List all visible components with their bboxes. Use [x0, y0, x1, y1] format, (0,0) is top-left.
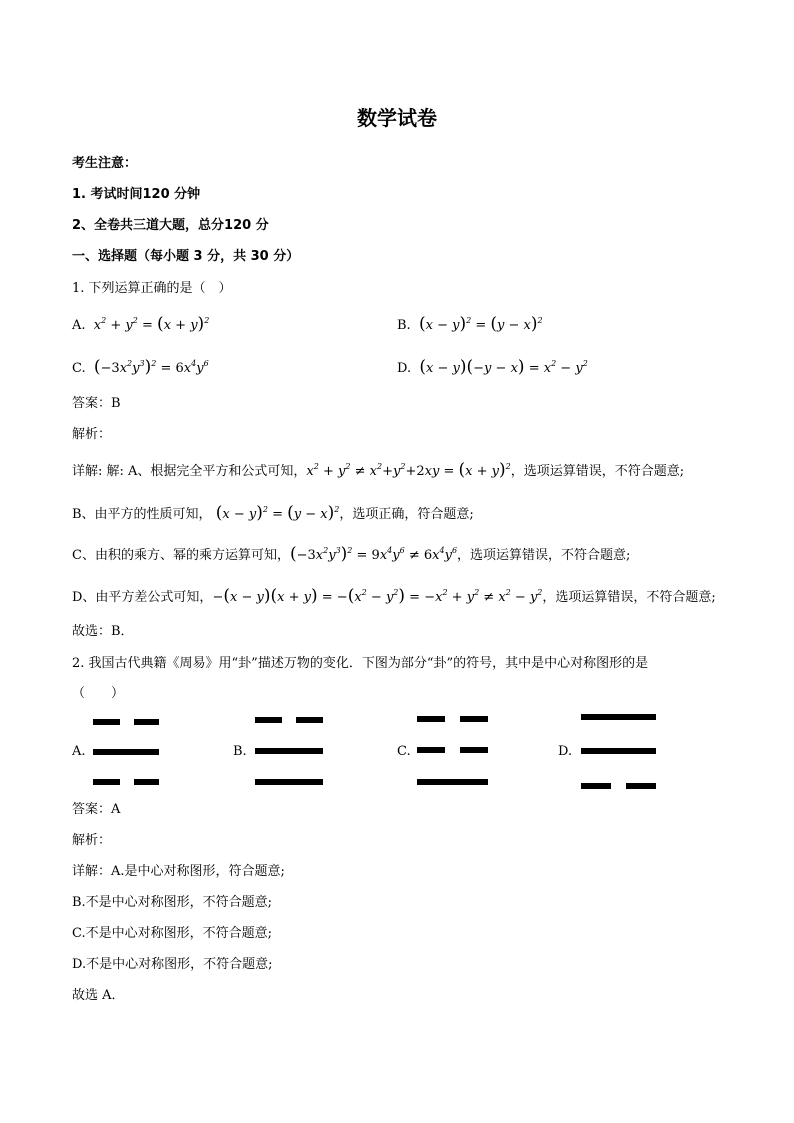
gua-b-yin-top-left: [255, 717, 282, 723]
q2-detail-c: C.不是中心对称图形，不符合题意;: [72, 926, 272, 941]
q1-detail-c: C、由积的乘方、幂的乘方运算可知，$(-3x^2y^3)^2 = 9x^4y^6 \ne 6x^4y^6$，选项运算错误，不符合题意;: [72, 544, 631, 564]
q1-analysis-label: 解析：: [72, 427, 112, 442]
gua-d-yin-bottom-right: [626, 783, 656, 789]
gua-b-yang-bottom: [255, 779, 323, 785]
gua-a-yin-top-right: [134, 719, 159, 725]
q1-detail-b: B、由平方的性质可知， $(x - y)^2 = (y - x)^2$，选项正确，符合题意;: [72, 503, 474, 523]
gua-c-yin-top-right: [460, 716, 488, 722]
gua-d-yang-top: [581, 714, 656, 720]
q1-option-d-label: D.: [397, 361, 412, 376]
q1-option-c-expr: $(-3x^2y^3)^2 = 6x^4y^6$: [93, 357, 209, 377]
q1-detail-d-prefix: D、由平方差公式可知，: [72, 590, 213, 605]
gua-a-yin-bottom-left: [93, 779, 120, 785]
gua-a-label: A.: [72, 744, 86, 759]
q2-stem-line1: 2. 我国古代典籍《周易》用“卦”描述万物的变化．下图为部分“卦”的符号，其中是中心对称图形的是: [72, 656, 649, 671]
q1-detail-d-suffix: ，选项运算错误，不符合题意;: [542, 590, 716, 605]
gua-c-yin-top-left: [417, 716, 445, 722]
q1-detail-b-prefix: B、由平方的性质可知，: [72, 507, 212, 522]
q2-stem-line2: （ ）: [72, 686, 125, 701]
q1-option-a-expr: $x^2 + y^2 = (x + y)^2$: [93, 314, 210, 334]
q1-detail-a-suffix: ，选项运算错误，不符合题意;: [510, 464, 685, 479]
gua-b-label: B.: [233, 744, 247, 759]
q1-option-a-label: A.: [72, 318, 86, 333]
q1-detail-a-prefix: 详解: 解: A、根据完全平方和公式可知，: [72, 464, 307, 479]
q2-conclusion: 故选 A．: [72, 988, 125, 1003]
q2-answer: 答案：A: [72, 802, 121, 817]
gua-c-yin-middle-left: [417, 747, 445, 753]
q1-stem: 1. 下列运算正确的是（ ）: [72, 281, 232, 296]
gua-d-label: D.: [558, 744, 573, 759]
q1-detail-b-suffix: ，选项正确，符合题意;: [339, 507, 474, 522]
gua-b-yang-middle: [255, 748, 323, 754]
q1-option-c-label: C.: [72, 361, 86, 376]
q2-detail-a: 详解：A.是中心对称图形，符合题意;: [72, 864, 285, 879]
gua-b-yin-top-right: [296, 717, 323, 723]
q2-detail-d: D.不是中心对称图形，不符合题意;: [72, 957, 273, 972]
notice-heading: 考生注意：: [72, 156, 138, 171]
q2-detail-b: B.不是中心对称图形，不符合题意;: [72, 895, 273, 910]
notice-item-1: 1. 考试时间120 分钟: [72, 187, 201, 202]
notice-item-2: 2、全卷共三道大题，总分120 分: [72, 218, 269, 233]
q1-conclusion: 故选：B．: [72, 624, 134, 639]
q1-option-d-expr: $(x - y)(-y - x) = x^2 - y^2$: [419, 357, 588, 377]
gua-a-yin-bottom-right: [134, 779, 159, 785]
page-title: 数学试卷: [357, 106, 437, 130]
gua-d-yin-bottom-left: [581, 783, 611, 789]
q1-detail-d: D、由平方差公式可知，$-(x - y)(x + y) = -(x^2 - y^2) = -x^2 + y^2 \ne x^2 - y^2$，选项运算错误，不符合题意;: [72, 586, 716, 606]
q1-option-b-expr: $(x - y)^2 = (y - x)^2$: [418, 314, 543, 334]
gua-a-yang-middle: [93, 749, 159, 755]
gua-c-yang-bottom: [417, 779, 488, 785]
gua-c-label: C.: [397, 744, 411, 759]
q1-option-b-label: B.: [397, 318, 411, 333]
q1-detail-a: 详解: 解: A、根据完全平方和公式可知，$x^2 + y^2 \ne x^2+y^2+2xy = (x + y)^2$，选项运算错误，不符合题意;: [72, 460, 685, 480]
q1-option-b: [397, 313, 543, 337]
q1-option-c: [72, 356, 209, 380]
q1-answer: 答案：B: [72, 396, 121, 411]
section-heading: 一、选择题（每小题 3 分，共 30 分）: [72, 249, 300, 264]
q1-option-d: [397, 356, 588, 380]
gua-c-yin-middle-right: [460, 747, 488, 753]
q1-detail-c-suffix: ，选项运算错误，不符合题意;: [457, 548, 631, 563]
gua-a-yin-top-left: [93, 719, 120, 725]
q2-analysis-label: 解析：: [72, 833, 112, 848]
q1-detail-c-prefix: C、由积的乘方、幂的乘方运算可知，: [72, 548, 290, 563]
q1-option-a: [72, 313, 209, 337]
gua-d-yang-middle: [581, 748, 656, 754]
